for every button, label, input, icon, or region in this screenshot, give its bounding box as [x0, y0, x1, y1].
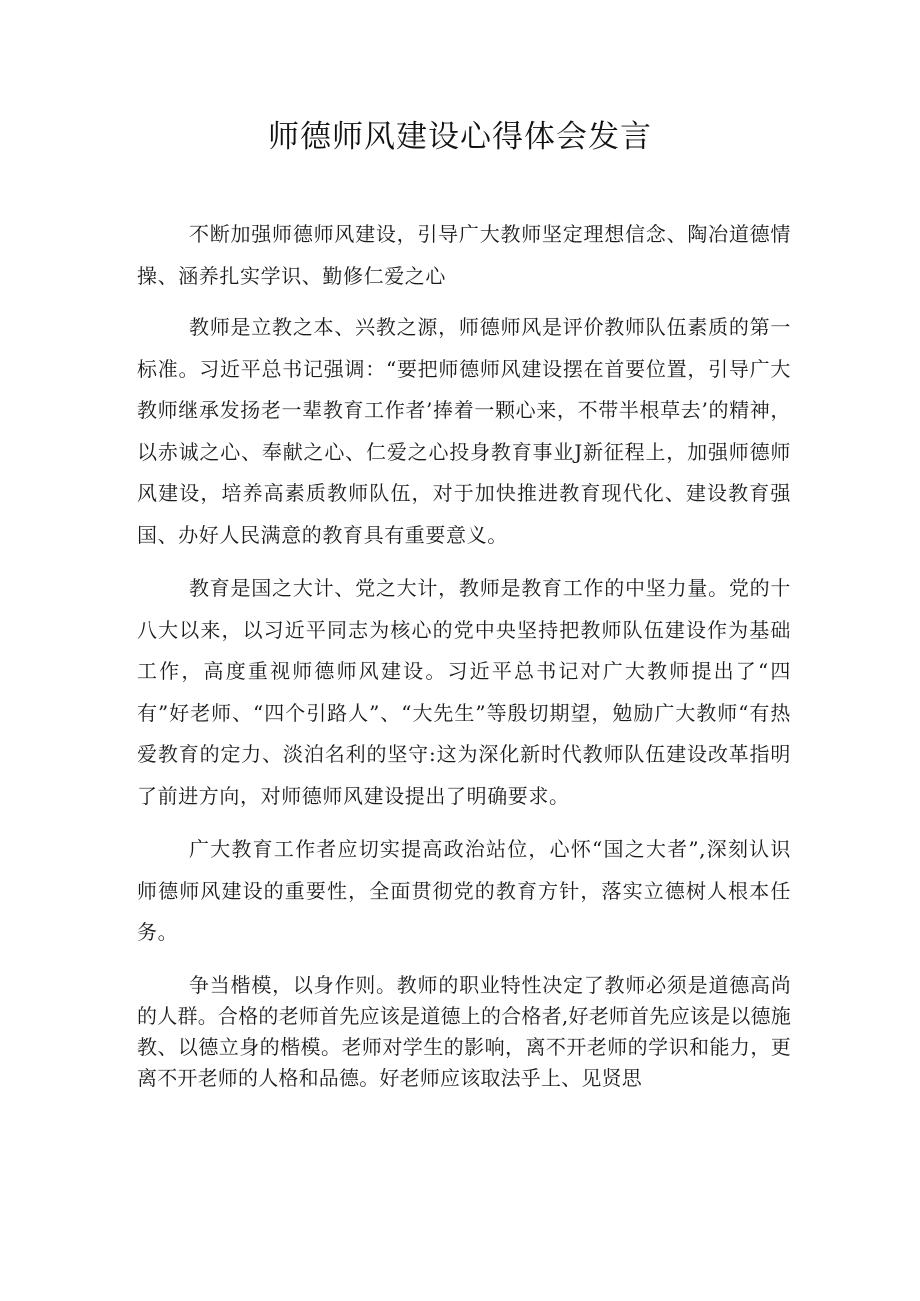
paragraph-teacher-standard: 教师是立教之本、兴教之源，师德师风是评价教师队伍素质的第一标准。习近平总书记强调：“要把师德师风建设摆在首要位置，引导广大教师继承发扬老一辈教育工作者’捧着一颗心来，不带半根草去’的精神，以赤诚之心、奉献之心、仁爱之心投身教育事业J新征程上，加强师德师风建设，培养高素质教师队伍，对于加快推进教育现代化、建设教育强国、办好人民满意的教育具有重要意义。: [137, 315, 791, 547]
paragraph-political-stance: 广大教育工作者应切实提高政治站位，心怀“国之大者”,深刻认识师德师风建设的重要性，全面贯彻党的教育方针，落实立德树人根本任务。: [137, 837, 791, 944]
paragraph-intro: 不断加强师德师风建设，引导广大教师坚定理想信念、陶冶道德情操、涵养扎实学识、勤修仁爱之心: [137, 222, 791, 288]
paragraph-role-model: 争当楷模，以身作则。教师的职业特性决定了教师必须是道德高尚的人群。合格的老师首先应该是道德上的合格者,好老师首先应该是以德施教、以德立身的楷模。老师对学生的影响，离不开老师的学识和能力，更离不开老师的人格和品德。好老师应该取法乎上、见贤思: [137, 972, 791, 1090]
paragraph-education-priority: 教育是国之大计、党之大计，教师是教育工作的中坚力量。党的十八大以来，以习近平同志为核心的党中央坚持把教师队伍建设作为基础工作，高度重视师德师风建设。习近平总书记对广大教师提出了“四有”好老师、“四个引路人”、“大先生”等殷切期望，勉励广大教师“有热爱教育的定力、淡泊名利的坚守:这为深化新时代教师队伍建设改革指明了前进方向，对师德师风建设提出了明确要求。: [137, 576, 791, 808]
document-title: 师德师风建设心得体会发言: [268, 119, 652, 155]
document-body: [137, 214, 791, 1094]
